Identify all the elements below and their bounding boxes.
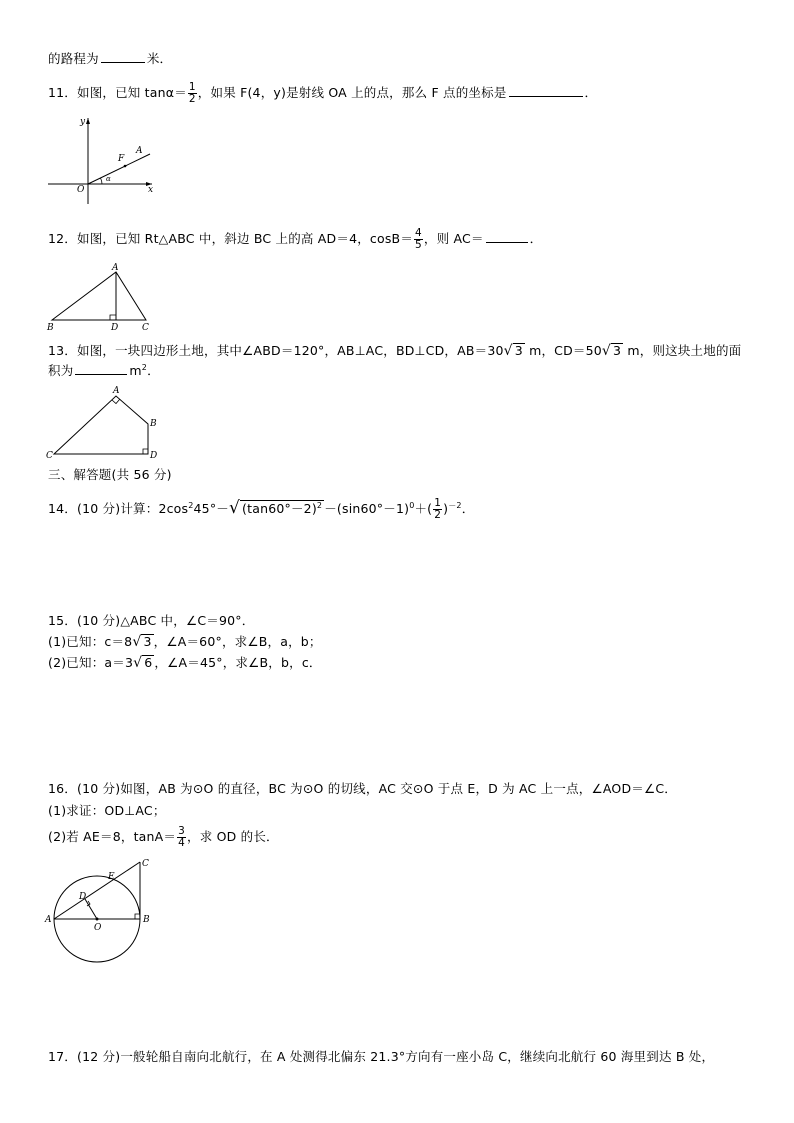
label-d: D xyxy=(79,892,87,902)
label-a: A xyxy=(136,146,143,156)
text: ． xyxy=(461,501,475,516)
question-16-part-2 xyxy=(48,826,279,849)
question-13-line-2 xyxy=(48,362,160,380)
text: 15．(10 分)△ABC 中，∠C＝90°． xyxy=(48,613,255,628)
sqrt-value: 3 xyxy=(143,634,152,649)
label-a: A xyxy=(112,263,119,273)
label-c: C xyxy=(46,451,53,461)
text: ，∠A＝45°，求∠B，b，c． xyxy=(154,655,322,670)
label-f: F xyxy=(118,154,125,164)
text: 16．(10 分)如图，AB 为⊙O 的直径，BC 为⊙O 的切线，AC 交⊙O 于点 E，D 为 AC 上一点，∠AOD＝∠C． xyxy=(48,781,677,796)
section-title xyxy=(48,466,172,484)
text: ，∠A＝60°，求∠B，a，b； xyxy=(153,634,322,649)
text: (1)已知：c＝8 xyxy=(48,634,133,649)
text: ) xyxy=(443,501,449,516)
text: (2)已知：a＝3 xyxy=(48,655,134,670)
question-16 xyxy=(48,780,677,798)
text: m xyxy=(129,363,142,378)
text: m，则这块土地的面 xyxy=(623,343,742,358)
denominator: 2 xyxy=(434,509,442,521)
text: －(sin60°－1) xyxy=(324,501,410,516)
answer-blank xyxy=(101,50,145,63)
text: m，CD＝50 xyxy=(524,343,602,358)
answer-blank xyxy=(486,230,528,243)
label-e: E xyxy=(108,872,115,882)
right-angle-mark xyxy=(112,400,120,404)
text: ． xyxy=(584,85,598,100)
superscript: －2 xyxy=(448,500,462,510)
text: 积为 xyxy=(48,363,74,378)
fraction xyxy=(433,498,442,521)
angle-arc xyxy=(101,178,103,184)
right-angle-mark xyxy=(143,449,148,454)
triangle-abc xyxy=(52,272,146,320)
superscript: 2 xyxy=(316,500,323,510)
text: 三、解答题(共 56 分) xyxy=(48,467,172,482)
numerator: 1 xyxy=(188,81,196,93)
label-x: x xyxy=(148,185,154,195)
question-11 xyxy=(48,82,597,105)
answer-blank xyxy=(509,84,583,97)
point-f xyxy=(124,165,127,168)
text: ，如果 F(4，y)是射线 OA 上的点，那么 F 点的坐标是 xyxy=(197,85,507,100)
sqrt-value: 6 xyxy=(144,655,153,670)
center-dot xyxy=(96,918,99,921)
text: ． xyxy=(529,231,543,246)
fraction xyxy=(414,228,423,251)
label-b: B xyxy=(47,323,54,333)
figure-13 xyxy=(44,384,164,462)
fraction xyxy=(177,826,186,849)
label-o: O xyxy=(77,185,85,195)
text: 11．如图，已知 tanα＝ xyxy=(48,85,187,100)
superscript: 2 xyxy=(141,362,148,372)
sqrt-value: 3 xyxy=(514,343,523,358)
sqrt-value: 3 xyxy=(613,343,622,358)
question-15-part-2: (2)已知：a＝3√ 6 ，∠A＝45°，求∠B，b，c． xyxy=(48,655,322,671)
denominator: 4 xyxy=(178,837,186,849)
label-c: C xyxy=(142,323,149,333)
right-angle-mark xyxy=(135,914,140,919)
fraction xyxy=(188,82,197,105)
question-15 xyxy=(48,612,254,630)
segment-od xyxy=(85,899,97,919)
arrow-icon xyxy=(86,118,90,124)
text: 14．(10 分)计算：2cos xyxy=(48,501,189,516)
question-17 xyxy=(48,1048,714,1066)
question-15-part-1: (1)已知：c＝8√ 3 ，∠A＝60°，求∠B，a，b； xyxy=(48,634,322,650)
label-alpha: α xyxy=(106,175,111,183)
text: (2)若 AE＝8，tanA＝ xyxy=(48,829,177,844)
label-b: B xyxy=(143,915,150,925)
figure-16 xyxy=(44,856,164,974)
label-a: A xyxy=(113,386,120,396)
text: 米． xyxy=(146,51,173,66)
label-c: C xyxy=(142,859,149,869)
label-b: B xyxy=(150,419,157,429)
text: 13．如图，一块四边形土地，其中∠ABD＝120°，AB⊥AC，BD⊥CD，AB＝30 xyxy=(48,343,504,358)
denominator: 5 xyxy=(415,239,422,251)
text: 45°－ xyxy=(193,501,229,516)
text: 的路程为 xyxy=(48,51,99,66)
question-12 xyxy=(48,228,542,251)
denominator: 2 xyxy=(188,93,196,105)
text: 12．如图，已知 Rt△ABC 中，斜边 BC 上的高 AD＝4，cosB＝ xyxy=(48,231,414,246)
question-16-part-1 xyxy=(48,802,166,820)
superscript: 2 xyxy=(188,500,194,510)
text: (1)求证：OD⊥AC； xyxy=(48,803,166,818)
line-ac xyxy=(54,862,140,919)
numerator: 3 xyxy=(178,825,186,837)
figure-11 xyxy=(40,112,170,212)
text: ＋( xyxy=(414,501,433,516)
q10-tail xyxy=(48,50,172,68)
text: ，求 OD 的长． xyxy=(187,829,279,844)
question-14: 14．(10 分)计算：$2\cos^245^\circ-√$ $(\tan 60^\circ-2)^2 -(\sin 60^\circ-1)^0+$( $\frac{1}{2}$ )$^{-2}$． xyxy=(48,497,475,521)
quadrilateral xyxy=(54,396,148,454)
label-o: O xyxy=(94,923,102,933)
figure-12 xyxy=(44,262,164,334)
answer-blank xyxy=(75,362,127,375)
label-a: A xyxy=(45,915,52,925)
label-y: y xyxy=(80,117,86,127)
numerator: 4 xyxy=(415,227,422,239)
text: ． xyxy=(147,363,160,378)
radicand: (tan60°－2) xyxy=(242,501,317,516)
numerator: 1 xyxy=(434,497,442,509)
superscript: 0 xyxy=(409,500,415,510)
question-13-line-1: 13．如图，一块四边形土地，其中∠ABD＝120°，AB⊥AC，BD⊥CD，AB＝30√ 3 m，CD＝50√ 3 m，则这块土地的面 xyxy=(48,343,742,359)
text: 17．(12 分)一般轮船自南向北航行，在 A 处测得北偏东 21.3°方向有一座小岛 C，继续向北航行 60 海里到达 B 处， xyxy=(48,1049,715,1064)
label-d: D xyxy=(111,323,119,333)
label-d: D xyxy=(150,451,158,461)
text: ，则 AC＝ xyxy=(423,231,484,246)
right-angle-mark xyxy=(110,315,116,320)
